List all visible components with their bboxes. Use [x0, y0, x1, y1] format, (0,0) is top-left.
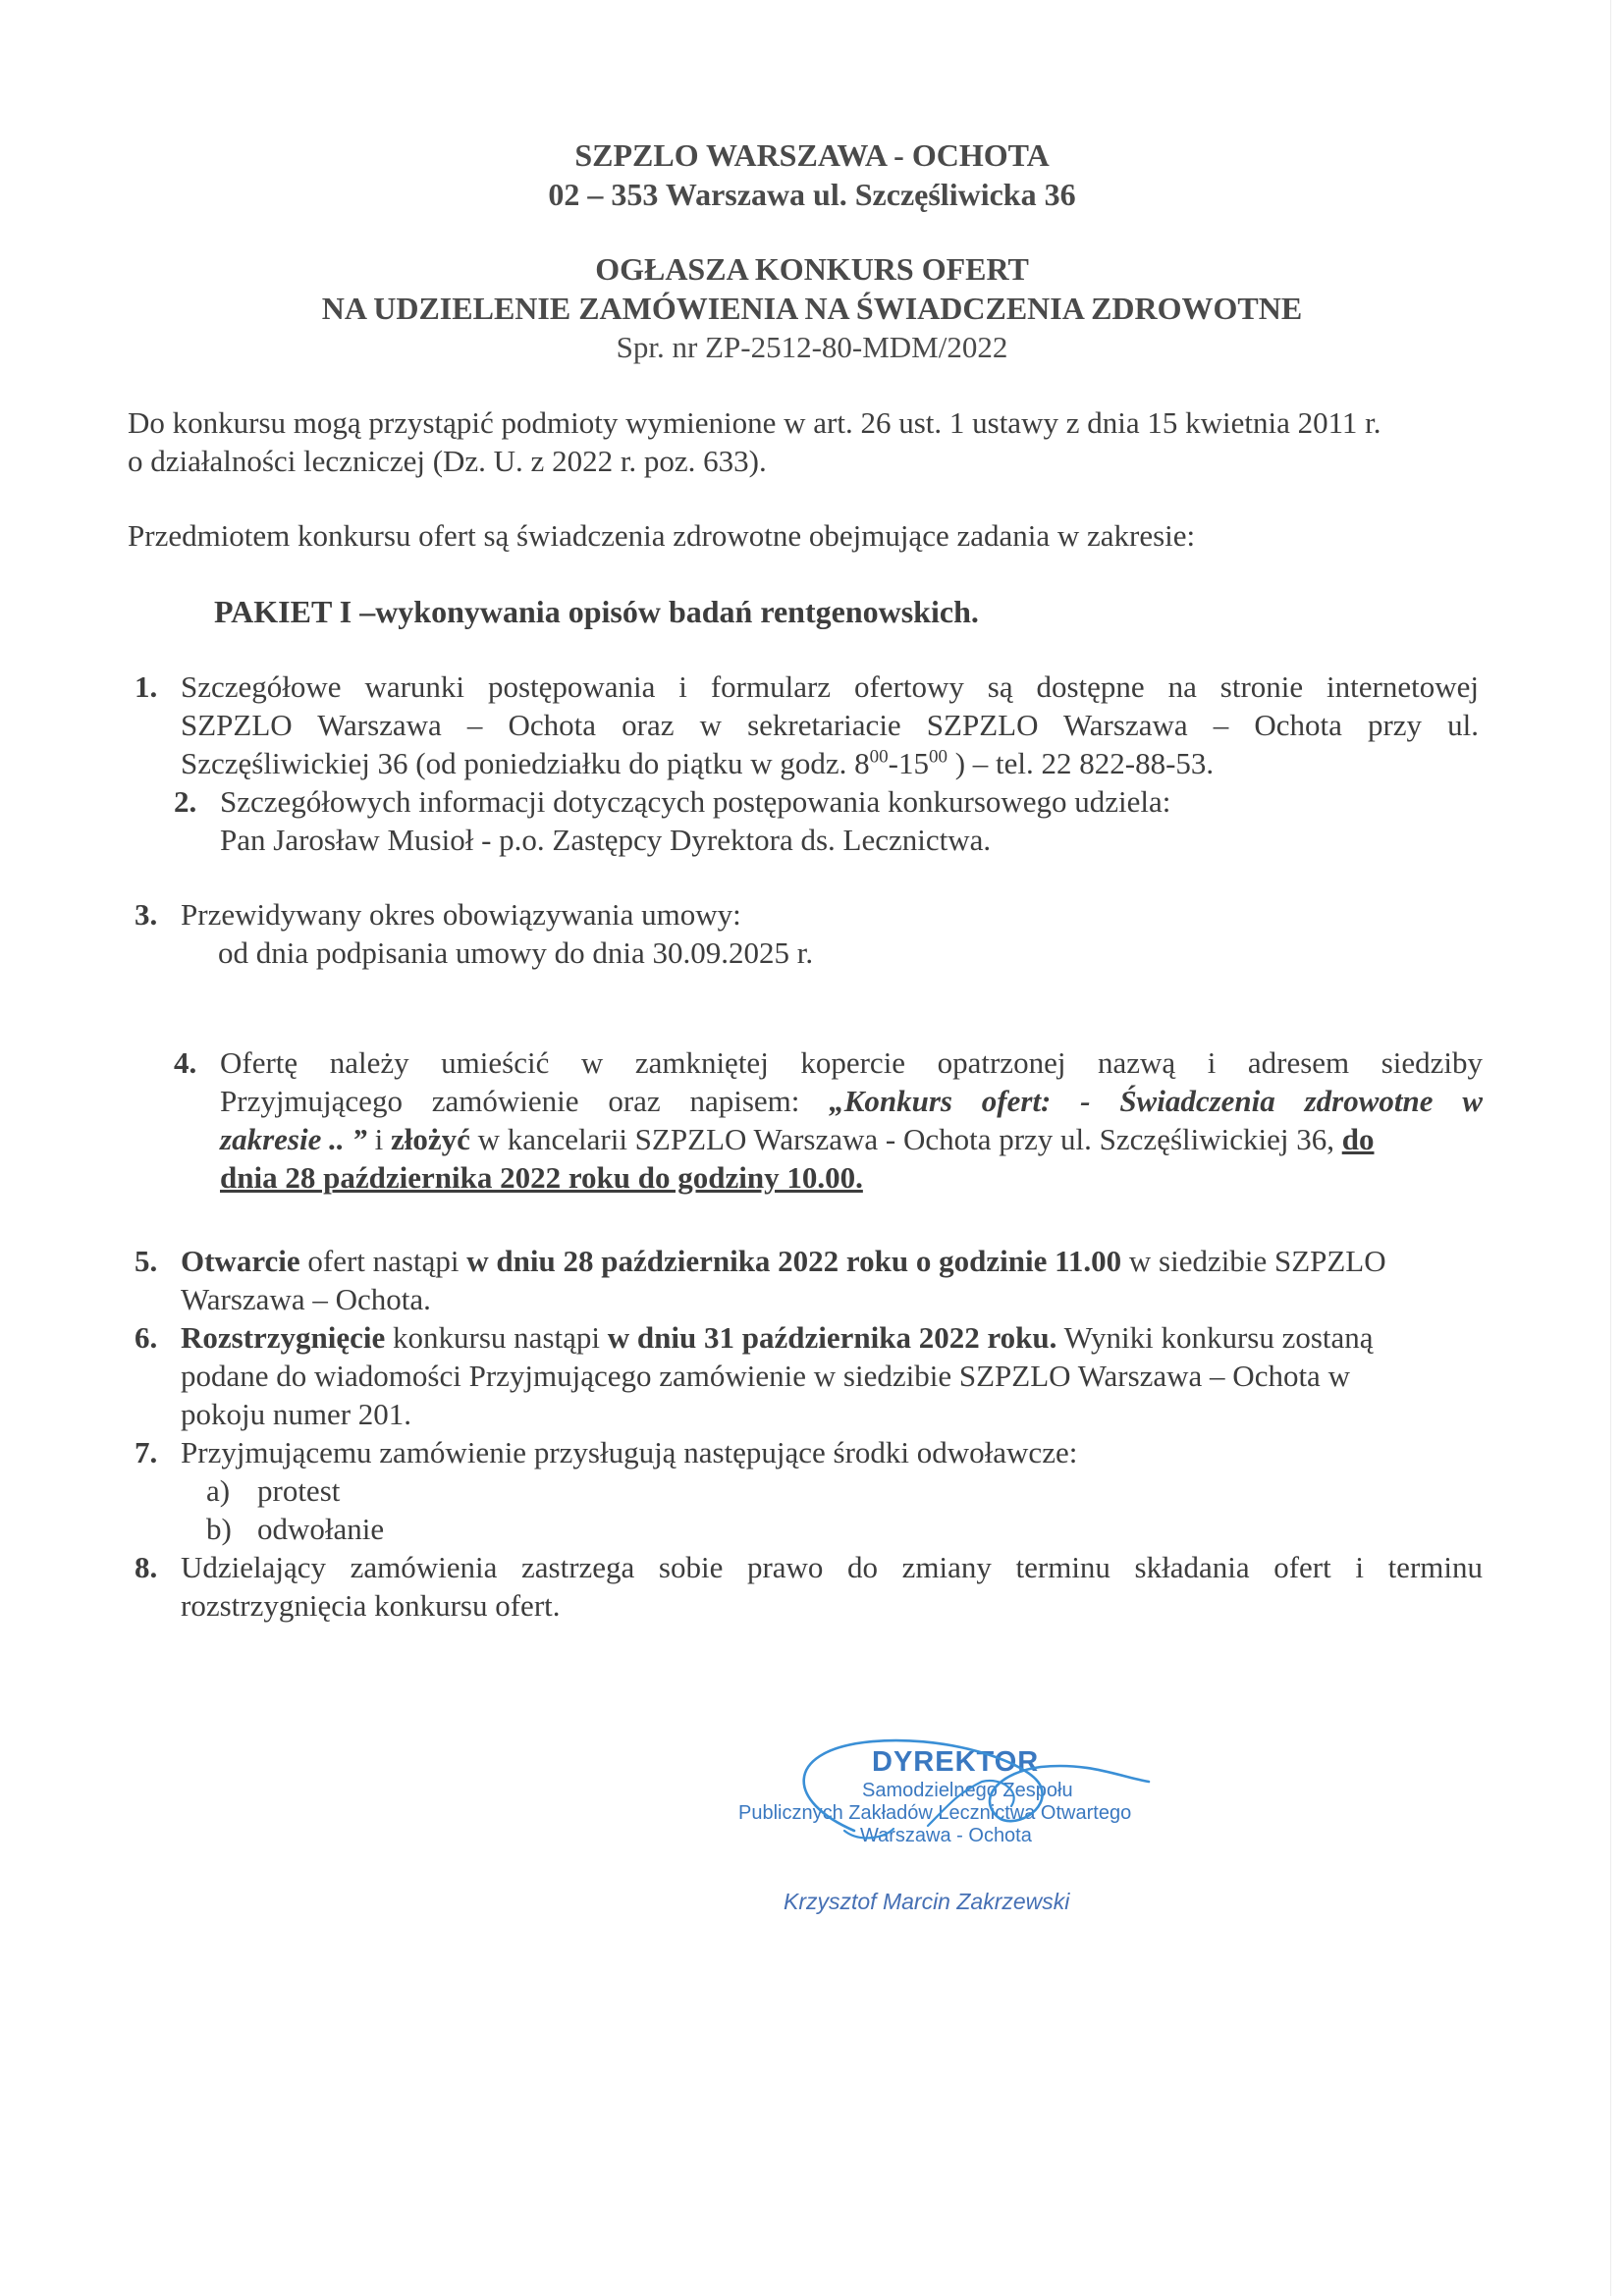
item-6-line-3: pokoju numer 201. [181, 1397, 412, 1431]
item-5-line-1: Otwarcie ofert nastąpi w dniu 28 października 2022 roku o godzinie 11.00 w siedzibie SZPZLO [181, 1244, 1386, 1278]
item-8-line-1: Udzielający zamówienia zastrzega sobie prawo do zmiany terminu składania ofert i terminu [181, 1550, 1483, 1584]
item-7-option-a-label: a) [206, 1473, 231, 1508]
package-title: PAKIET I –wykonywania opisów badań rentgenowskich. [214, 594, 979, 629]
item-4-line-1: Ofertę należy umieścić w zamkniętej kopercie opatrzonej nazwą i adresem siedziby [220, 1045, 1483, 1080]
handwritten-signature [746, 1733, 1257, 1870]
item-7-line-1: Przyjmującemu zamówienie przysługują następujące środki odwoławcze: [181, 1435, 1078, 1469]
item-2-line-1: Szczegółowych informacji dotyczących postępowania konkursowego udziela: [220, 784, 1171, 819]
item-1-line-1: Szczegółowe warunki postępowania i formularz ofertowy są dostępne na stronie internetowej [181, 669, 1479, 704]
item-1-number: 1. [135, 669, 158, 704]
item-4-number: 4. [174, 1045, 197, 1080]
stamp-line-2: Publicznych Zakładów Lecznictwa Otwartego [738, 1802, 1132, 1824]
item-5-number: 5. [135, 1244, 158, 1278]
item-1-line-2: SZPZLO Warszawa – Ochota oraz w sekretariacie SZPZLO Warszawa – Ochota przy ul. [181, 708, 1479, 742]
item-2-line-2: Pan Jarosław Musioł - p.o. Zastępcy Dyrektora ds. Lecznictwa. [220, 823, 992, 857]
item-4-line-3: zakresie .. ” i złożyć w kancelarii SZPZLO Warszawa - Ochota przy ul. Szczęśliwickiej 36, do [220, 1122, 1375, 1156]
item-2-number: 2. [174, 784, 197, 819]
item-3-line-2: od dnia podpisania umowy do dnia 30.09.2025 r. [218, 935, 814, 970]
item-7-option-b-label: b) [206, 1512, 232, 1546]
item-8-number: 8. [135, 1550, 158, 1584]
institution-address: 02 – 353 Warszawa ul. Szczęśliwicka 36 [548, 177, 1076, 212]
stamp-line-3: Warszawa - Ochota [860, 1825, 1032, 1846]
intro-line-1: Do konkursu mogą przystąpić podmioty wymienione w art. 26 ust. 1 ustawy z dnia 15 kwietnia 2011 r. [128, 405, 1381, 440]
item-7-option-b: odwołanie [257, 1512, 385, 1546]
item-3-line-1: Przewidywany okres obowiązywania umowy: [181, 897, 741, 932]
item-6-line-2: podane do wiadomości Przyjmującego zamówienie w siedzibie SZPZLO Warszawa – Ochota w [181, 1359, 1350, 1393]
subject-paragraph: Przedmiotem konkursu ofert są świadczenia zdrowotne obejmujące zadania w zakresie: [128, 518, 1196, 553]
item-7-option-a: protest [257, 1473, 341, 1508]
stamp-line-1: Samodzielnego Zespołu [862, 1780, 1073, 1801]
case-number: Spr. nr ZP-2512-80-MDM/2022 [616, 330, 1008, 364]
item-6-number: 6. [135, 1320, 158, 1355]
intro-line-2: o działalności leczniczej (Dz. U. z 2022 r. poz. 633). [128, 444, 767, 478]
item-1-line-3: Szczęśliwickiej 36 (od poniedziałku do piątku w godz. $8^{00}-15^{00}$ ) – tel. 22 822-88-53. [181, 746, 1215, 780]
announcement-subtitle: NA UDZIELENIE ZAMÓWIENIA NA ŚWIADCZENIA ZDROWOTNE [321, 291, 1303, 326]
item-3-number: 3. [135, 897, 158, 932]
announcement-title: OGŁASZA KONKURS OFERT [595, 251, 1029, 287]
item-8-line-2: rozstrzygnięcia konkursu ofert. [181, 1588, 561, 1623]
scan-edge [1610, 0, 1611, 2296]
stamp-title: DYREKTOR [872, 1746, 1040, 1778]
institution-name: SZPZLO WARSZAWA - OCHOTA [574, 137, 1050, 173]
item-7-number: 7. [135, 1435, 158, 1469]
item-6-line-1: Rozstrzygnięcie konkursu nastąpi w dniu 31 października 2022 roku. Wyniki konkursu zostaną [181, 1320, 1374, 1355]
item-4-deadline: dnia 28 października 2022 roku do godziny 10.00. [220, 1160, 863, 1195]
signatory-name: Krzysztof Marcin Zakrzewski [784, 1889, 1070, 1914]
item-5-line-2: Warszawa – Ochota. [181, 1282, 431, 1316]
item-4-line-2: Przyjmującego zamówienie oraz napisem: „Konkurs ofert: - Świadczenia zdrowotne w [220, 1084, 1483, 1118]
